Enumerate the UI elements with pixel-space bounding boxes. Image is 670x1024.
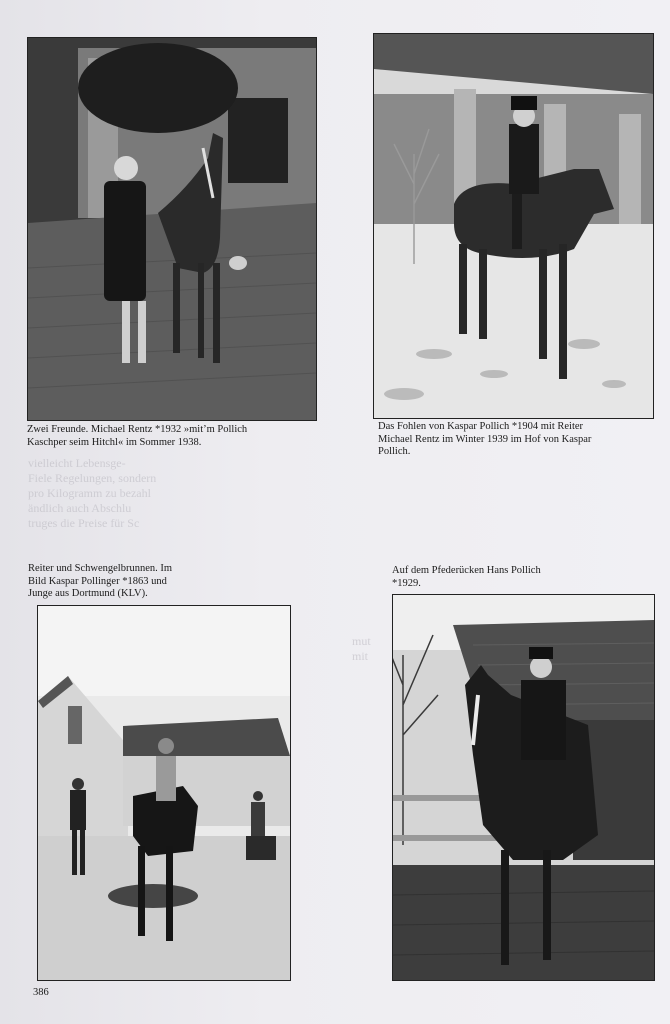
photo-rider-and-pump-well (37, 605, 291, 981)
caption-photo-3: Reiter und Schwengelbrunnen. Im Bild Kaspar Pollinger *1863 und Junge aus Dortmund (KLV). (28, 563, 173, 599)
page-number: 386 (33, 987, 49, 998)
caption-photo-2: Das Fohlen von Kaspar Pollich *1904 mit Reiter Michael Rentz im Winter 1939 im Hof von Kaspar Pollich. (378, 421, 592, 457)
bleed-through-text: vielleicht Lebensge- Fiele Regelungen, sondern pro Kilogramm zu bezahl ändlich auch Abschlu truges die Preise für Sc (28, 456, 157, 530)
photo-boy-with-foal (27, 37, 317, 421)
caption-photo-1: Zwei Freunde. Michael Rentz *1932 »mit’m Pollich Kaschper seim Hitchl« im Sommer 1938. (27, 424, 248, 448)
photo-foal-with-rider-winter (373, 33, 654, 419)
caption-photo-4: Auf dem Pfederücken Hans Pollich *1929. (392, 565, 541, 589)
photo-hans-pollich-on-horse (392, 594, 655, 981)
bleed-through-text-2: mut mit (352, 634, 371, 663)
